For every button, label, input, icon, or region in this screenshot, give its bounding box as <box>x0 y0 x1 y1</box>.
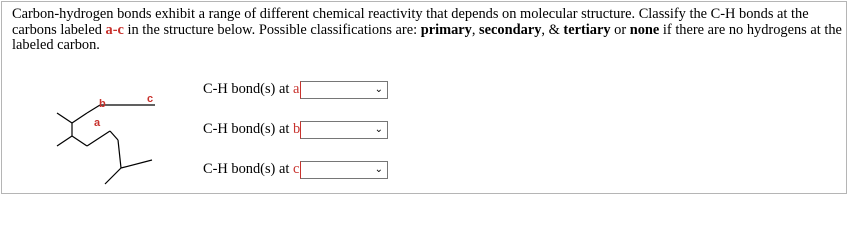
carbon-label-a: a <box>94 117 101 129</box>
question-text-part: Carbon-hydrogen bonds exhibit a range of different chemical reactivity that depends on molecular structure. Classify the C-H bonds at the carbons labeled <box>12 6 809 38</box>
question-text-part: if there are no hydrogens at the labeled carbon. <box>12 21 842 54</box>
row-prefix: C-H bond(s) at <box>203 81 293 97</box>
classification-dropdown-a[interactable] <box>300 81 388 99</box>
answer-row-a <box>203 81 299 97</box>
row-letter: b <box>292 121 301 137</box>
carbon-range: a-c <box>105 21 124 38</box>
molecule-structure <box>55 88 165 188</box>
chevron-down-icon: ⌄ <box>374 84 383 95</box>
carbon-label-b: b <box>99 98 106 110</box>
question-text-part: in the structure below. Possible classifications are: <box>123 21 421 38</box>
row-letter: c <box>292 161 300 177</box>
option-tertiary: tertiary <box>563 21 611 38</box>
option-primary: primary <box>420 21 472 38</box>
classification-dropdown-b[interactable] <box>300 121 388 139</box>
question-text-part: or <box>610 21 630 38</box>
answer-row-c <box>203 161 299 177</box>
option-secondary: secondary <box>479 21 542 38</box>
row-prefix: C-H bond(s) at <box>203 161 293 177</box>
row-letter: a <box>292 81 300 97</box>
carbon-label-c: c <box>147 93 154 105</box>
question-text-part: , & <box>541 21 564 38</box>
classification-dropdown-c[interactable] <box>300 161 388 179</box>
option-none: none <box>629 21 660 38</box>
chevron-down-icon: ⌄ <box>374 164 383 175</box>
question-text-part: , <box>471 21 480 38</box>
chevron-down-icon: ⌄ <box>374 124 383 135</box>
answer-row-b <box>203 121 300 137</box>
question-text <box>12 7 842 54</box>
row-prefix: C-H bond(s) at <box>203 121 293 137</box>
